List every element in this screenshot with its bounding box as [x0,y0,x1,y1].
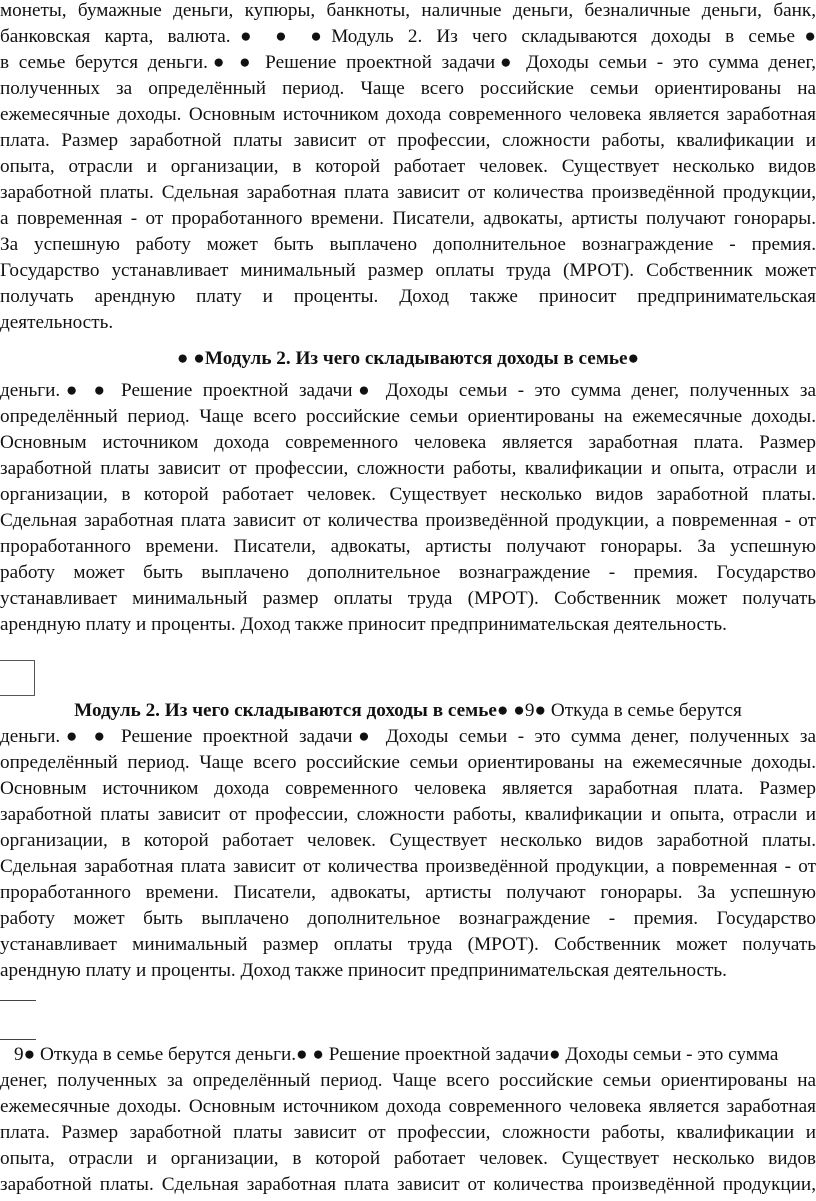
text-line: устанавливает минимальный размер оплаты труда (МРОТ). Собственник может получать [0,588,816,609]
paragraph-2 [0,378,816,638]
text-line: арендную плату и проценты. Доход также приносит предпринимательская деятельность. [0,960,727,981]
text-line: банковская карта, валюта.● ● ●Модуль 2. Из чего складываются доходы в семье● [0,26,816,47]
text-line: проработанного времени. Писатели, адвокаты, артисты получают гонорары. За успешную [0,882,816,903]
text-line: получать арендную плату и проценты. Доход также приносит предпринимательская [0,286,816,307]
text-line: устанавливает минимальный размер оплаты труда (МРОТ). Собственник может получать [0,934,816,955]
paragraph-1 [0,0,816,336]
heading-bold-part: Модуль 2. Из чего складываются доходы в семье● ● [74,700,525,721]
section-heading [0,698,816,724]
text-line: определённый период. Чаще всего российские семьи ориентированы на ежемесячные доходы. [0,752,816,773]
text-line: Государство устанавливает минимальный размер оплаты труда (МРОТ). Собственник может [0,260,816,281]
text-line: организации, в которой работает человек. Существует несколько видов заработной платы. [0,830,816,851]
text-line: работу может быть выплачено дополнительное вознаграждение - премия. Государство [0,562,816,583]
text-line: денег, полученных за определённый период. Чаще всего российские семьи ориентированы на [0,1070,816,1091]
text-line: монеты, бумажные деньги, купюры, банкноты, наличные деньги, безналичные деньги, банк, [0,0,816,21]
text-line: деятельность. [0,312,114,333]
text-line: опыта, отрасли и организации, в которой работает человек. Существует несколько видов [0,1148,816,1169]
text-line: Основным источником дохода современного человека является заработная плата. Размер [0,432,816,453]
text-line: Сдельная заработная плата зависит от количества произведённой продукции, а повременная - от [0,510,816,531]
text-line: Сдельная заработная плата зависит от количества произведённой продукции, а повременная - от [0,856,816,877]
heading-normal-part: 9● Откуда в семье берутся [524,700,742,721]
text-line: ежемесячные доходы. Основным источником дохода современного человека является заработная [0,1096,816,1117]
text-line: полученных за определённый период. Чаще всего российские семьи ориентированы на [0,78,816,99]
text-line: арендную плату и проценты. Доход также приносит предпринимательская деятельность. [0,614,727,635]
text-line: проработанного времени. Писатели, адвокаты, артисты получают гонорары. За успешную [0,536,816,557]
text-line: в семье берутся деньги.● ● Решение проектной задачи● Доходы семьи - это сумма денег, [0,52,816,73]
text-line: а повременная - от проработанного времени. Писатели, адвокаты, артисты получают гонорары. [0,208,816,229]
text-line: работу может быть выплачено дополнительное вознаграждение - премия. Государство [0,908,816,929]
text-line: организации, в которой работает человек. Существует несколько видов заработной платы. [0,484,816,505]
text-line: заработной платы зависит от профессии, сложности работы, квалификации и опыта, отрасли и [0,458,816,479]
text-line: плата. Размер заработной платы зависит от профессии, сложности работы, квалификации и [0,1122,816,1143]
text-line: деньги.● ● Решение проектной задачи● Доходы семьи - это сумма денег, полученных за [0,726,816,747]
separator-line [0,1000,36,1001]
section-heading: ● ●Модуль 2. Из чего складываются доходы в семье● [176,348,640,369]
text-line: деньги.● ● Решение проектной задачи● Доходы семьи - это сумма денег, полученных за [0,380,816,401]
separator-line [0,1039,36,1040]
text-line: За успешную работу может быть выплачено дополнительное вознаграждение - премия. [0,234,816,255]
paragraph-3 [0,724,816,984]
text-line: 9● Откуда в семье берутся деньги.● ● Решение проектной задачи● Доходы семьи - это сумма [14,1044,779,1065]
checkbox[interactable] [0,660,35,696]
text-line: заработной платы. Сдельная заработная плата зависит от количества произведённой продукции, [0,1174,816,1195]
text-line: заработной платы зависит от профессии, сложности работы, квалификации и опыта, отрасли и [0,804,816,825]
text-line: плата. Размер заработной платы зависит от профессии, сложности работы, квалификации и [0,130,816,151]
text-line: заработной платы. Сдельная заработная плата зависит от количества произведённой продукции, [0,182,816,203]
text-line: ежемесячные доходы. Основным источником дохода современного человека является заработная [0,104,816,125]
text-line: опыта, отрасли и организации, в которой работает человек. Существует несколько видов [0,156,816,177]
text-line: Основным источником дохода современного человека является заработная плата. Размер [0,778,816,799]
paragraph-4 [0,1042,816,1198]
text-line: определённый период. Чаще всего российские семьи ориентированы на ежемесячные доходы. [0,406,816,427]
